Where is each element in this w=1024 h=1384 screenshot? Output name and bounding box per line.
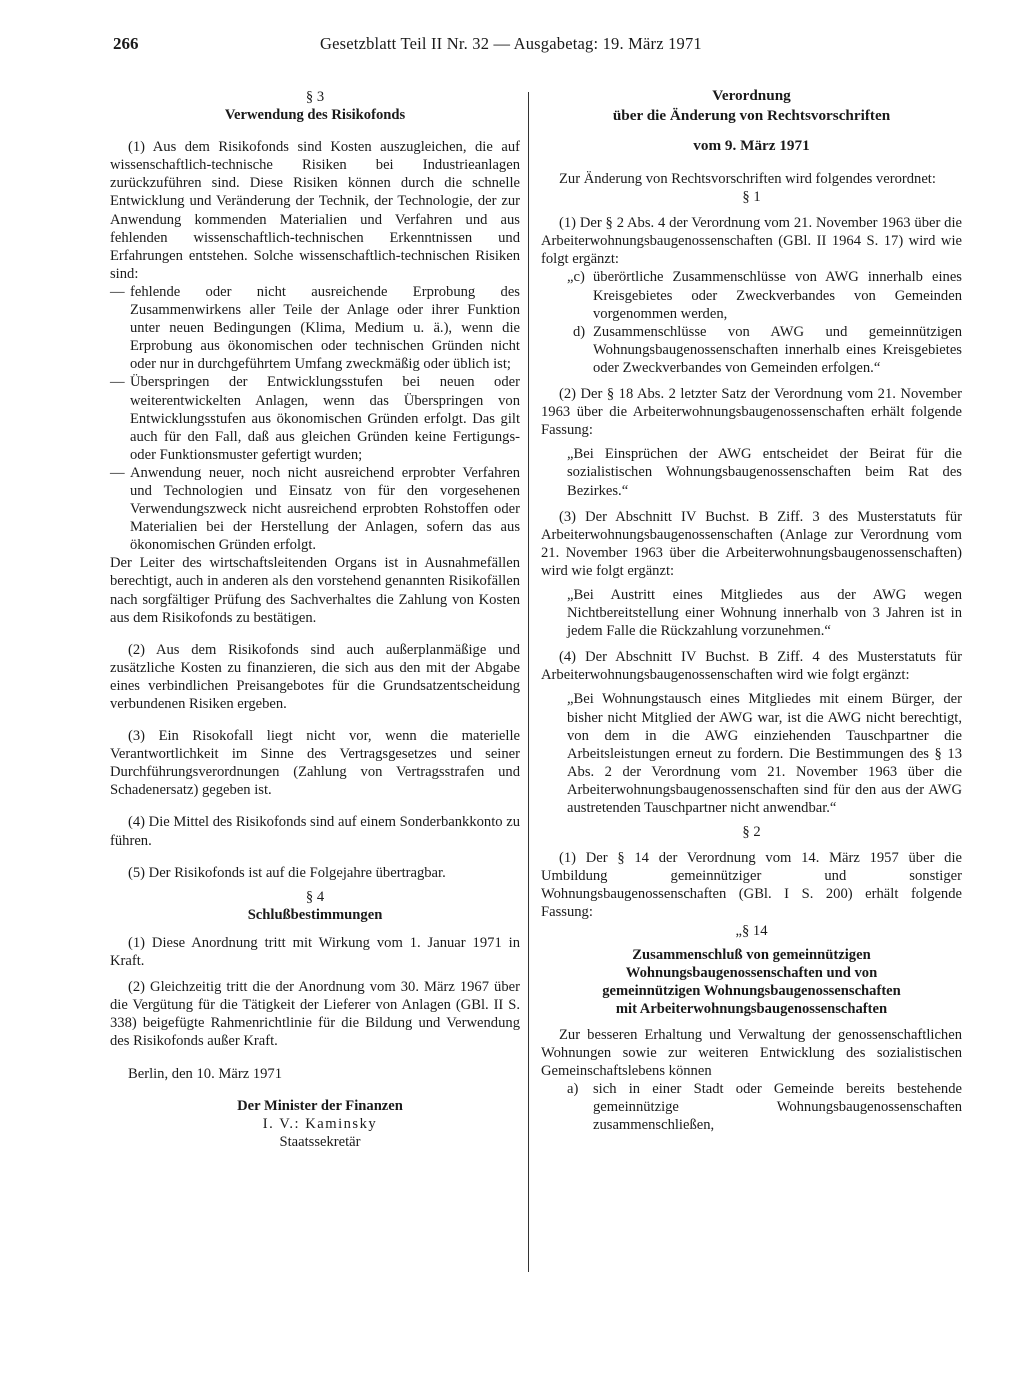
list-item-text: überörtliche Zusammenschlüsse von AWG innerhalb eines Kreisgebietes oder Zweckverbandes von Gemeinden vorgenommen werden, [593,269,962,322]
risk-list-item-text: Anwendung neuer, noch nicht ausreichend erprobter Verfahren und Technologien und Einsatz von für den vorgesehenen Verwendungszweck nicht ausreichend erprobten Rohstoffen oder Materialien bei der Herstellung der Anlagen, sofern das aus ökonomischen Gründen erfolgt. [130,464,520,554]
section-4-number: § 4 [305,888,325,905]
signature-title: Der Minister der Finanzen [237,1097,403,1114]
section-14-intro: Zur besseren Erhaltung und Verwaltung der genossenschaftlichen Wohnungen sowie zur weiteren Entwicklung des sozialistischen Gemeinschaftslebens können [541,1026,962,1079]
section-14-title-line-3: gemeinnützigen Wohnungsbaugenossenschaften [602,982,901,999]
risk-list-item-text: fehlende oder nicht ausreichende Erprobung des Zusammenwirkens aller Teile der Anlage oder ihrer Funktion unter neuen Bedingungen (Klima, Medium u. ä.), wenn die Erprobung aus ökonomischen oder technischen Gründen nicht oder nur in durchgeführtem Umfang zweckmäßig oder üblich ist; [130,283,520,373]
section-2-number: § 2 [742,824,761,841]
section-3-paragraph-3: (3) Ein Risokofall liegt nicht vor, wenn die materielle Verantwortlichkeit im Sinne des Vertragsgesetzes und seiner Durchführungsverordnungen (Zahlung von Vertragsstrafen und Schadenersatz) gegeben ist. [110,728,520,799]
section-1-paragraph-3: (3) Der Abschnitt IV Buchst. B Ziff. 3 des Musterstatuts für Arbeiterwohnungsbaugenossenschaften (Anlage zur Verordnung vom 21. November 1963 über die Arbeiterwohnungsbaugenossenschaften) wird wie folgt ergänzt: [541,508,962,579]
section-14-title-line-4: mit Arbeiterwohnungsbaugenossenschaften [615,1000,888,1017]
dash-bullet: — [110,464,125,481]
section-1-paragraph-2: (2) Der § 18 Abs. 2 letzter Satz der Verordnung vom 21. November 1963 über die Arbeiterwohnungsbaugenossenschaften erhält folgende Fassung: [541,386,962,439]
section-14-title-line-1: Zusammenschluß von gemeinnützigen [632,946,871,963]
section-3-paragraph-1-tail: Der Leiter des wirtschaftsleitenden Organs ist in Ausnahmefällen berechtigt, auch in anderen als den vorstehend genannten Risikofällen nach sorgfältiger Prüfung des Sachverhaltes die Zahlung von Kosten aus dem Risikofonds zu bestätigen. [110,555,520,626]
page-number: 266 [113,34,139,53]
right-column [541,86,962,1134]
list-item-c [541,268,962,322]
section-1-paragraph-2-quote: „Bei Einsprüchen der AWG entscheidet der Beirat für die sozialistischen Wohnungsbaugenossenschaften beim Rat des Bezirkes.“ [567,446,962,499]
page-header [113,34,921,56]
dash-bullet: — [110,283,125,300]
list-item-text: Zusammenschlüsse von AWG und gemeinnützigen Wohnungsbaugenossenschaften innerhalb eines Kreisgebietes oder Zweckverbandes von Gemeinden erfolgen.“ [593,323,962,376]
ordinance-intro: Zur Änderung von Rechtsvorschriften wird folgendes verordnet: [559,171,936,187]
signature-name: I. V.: Kaminsky [262,1115,378,1132]
section-14-title-line-2: Wohnungsbaugenossenschaften und von [625,964,878,981]
column-divider [528,92,529,1272]
list-item-label: „c) [567,269,585,286]
section-2-paragraph-1: (1) Der § 14 der Verordnung vom 14. März 1957 über die Umbildung gemeinnütziger und sonstiger Wohnungsbaugenossenschaften (GBl. I S. 200) erhält folgende Fassung: [541,850,962,921]
risk-list-item [110,373,520,463]
ordinance-date: vom 9. März 1971 [693,137,810,154]
section-4-paragraph-2: (2) Gleichzeitig tritt die der Anordnung vom 30. März 1967 über die Vergütung für die Tätigkeit der Lieferer von Anlagen (GBl. II S. 338) beigefügte Rahmenrichtlinie für die Bildung und Verwendung des Risikofonds außer Kraft. [110,979,520,1050]
section-3-title: Verwendung des Risikofonds [224,107,406,124]
list-item-label: a) [567,1080,579,1097]
section-1-paragraph-4: (4) Der Abschnitt IV Buchst. B Ziff. 4 des Musterstatuts für Arbeiterwohnungsbaugenossenschaften wird wie folgt ergänzt: [541,649,962,684]
section-1-paragraph-4-quote: „Bei Wohnungstausch eines Mitgliedes mit einem Bürger, der bisher nicht Mitglied der AWG war, ist die AWG nicht berechtigt, von dem in die AWG einziehenden Tauschpartner die Arbeitsleistungen erneut zu fordern. Die Bestimmungen des § 13 Abs. 2 der Verordnung vom 21. November 1963 über die Arbeiterwohnungsbaugenossenschaften sind für den aus der AWG austretenden Tauschpartner nicht anwendbar.“ [567,691,962,816]
signature-role: Staatssekretär [279,1133,361,1150]
place-and-date: Berlin, den 10. März 1971 [128,1065,283,1082]
ordinance-title: Verordnung [712,87,791,104]
section-4-title: Schlußbestimmungen [247,906,383,923]
section-3-paragraph-2: (2) Aus dem Risikofonds sind auch außerplanmäßige und zusätzliche Kosten zu finanzieren, die sich aus den mit der Abgabe eines verbindlichen Preisangebotes für die Grundsatzentscheidung verbundenen Risiken ergeben. [110,641,520,712]
section-3-paragraph-4: (4) Die Mittel des Risikofonds sind auf einem Sonderbankkonto zu führen. [110,814,520,849]
section-3-number: § 3 [305,89,325,105]
section-3-paragraph-1: (1) Aus dem Risikofonds sind Kosten auszugleichen, die auf wissenschaftlich-technische Risiken bei Industrieanlagen zurückzuführen sind. Diese Risiken können durch die schnelle Entwicklung und Veränderung der Technik, der Technologie, der zur Anwendung kommenden Materialien und Verfahren und aus fehlenden wissenschaftlich-technischen Erkenntnissen und Erfahrungen entstehen. Solche wissenschaftlich-technischen Risiken sind: [110,139,520,282]
list-item-d [541,323,962,377]
section-1-paragraph-1: (1) Der § 2 Abs. 4 der Verordnung vom 21. November 1963 über die Arbeiterwohnungsbaugenossenschaften (GBl. II 1964 S. 17) wird wie folgt ergänzt: [541,215,962,268]
list-item-label: d) [573,323,586,340]
risk-list-item-text: Überspringen der Entwicklungsstufen bei neuen oder weiterentwickelten Anlagen, wenn das Überspringen von Entwicklungsstufen aus ökonomischen Gründen erfolgt. Das gilt auch für den Fall, daß aus gleichen Gründen keine Fertigungs- oder Funktionsmuster gefertigt wurden; [130,374,520,463]
section-1-paragraph-3-quote: „Bei Austritt eines Mitgliedes aus der AWG wegen Nichtbereitstellung einer Wohnung innerhalb von 3 Jahren ist in jedem Falle die Rückzahlung vorzunehmen.“ [567,586,962,640]
dash-bullet: — [110,374,125,391]
ordinance-subtitle: über die Änderung von Rechtsvorschriften [612,107,891,124]
section-14-number: „§ 14 [735,922,768,939]
risk-list-item [110,283,520,373]
section-3-paragraph-5: (5) Der Risikofonds ist auf die Folgejahre übertragbar. [128,864,446,881]
section-4-paragraph-1: (1) Diese Anordnung tritt mit Wirkung vom 1. Januar 1971 in Kraft. [110,934,520,970]
running-head: Gesetzblatt Teil II Nr. 32 — Ausgabetag: 19. März 1971 [320,34,702,53]
list-item-text: sich in einer Stadt oder Gemeinde bereits bestehende gemeinnützige Wohnungsbaugenossenschaften zusammenschließen, [593,1080,962,1134]
section-1-number: § 1 [742,189,761,206]
risk-list-item [110,464,520,554]
left-column [110,88,520,1151]
list-item-a [541,1080,962,1134]
